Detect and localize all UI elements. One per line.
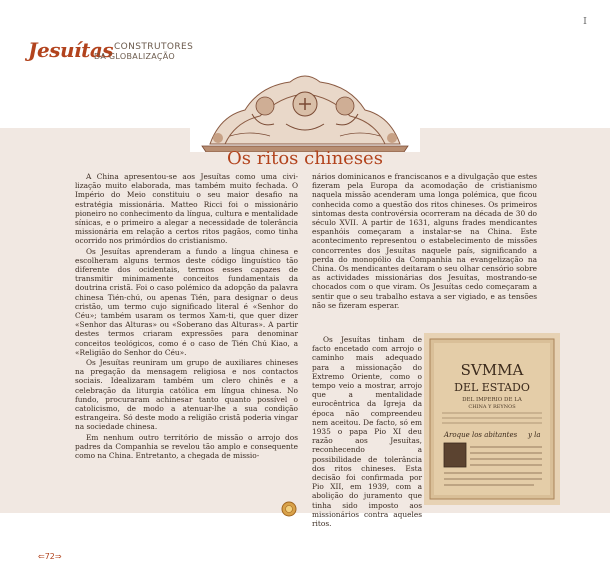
body-column-left xyxy=(75,172,298,461)
photo-text: DEL IMPERIO DE LA xyxy=(462,397,522,403)
photo-text: CHINA Y REYNOS xyxy=(468,404,516,410)
page-number-ornament-left: ⇐ xyxy=(38,552,45,561)
paragraph: Os Jesuítas reuniram um grupo de auxiliares chineses na pregação da mensagem religiosa e nos contactos sociais. Idealizaram também um clero chinês e a celebração da liturgia católica em língua chinesa. No fundo, procuraram achinesar tanto quanto possível o catolicismo, de modo a atenuar-lhe a sua condição estrangeira. Só deste modo a religião cristã poderia vingar na sociedade chinesa. xyxy=(75,358,298,432)
page-number-value: 72 xyxy=(44,552,55,561)
paragraph: A China apresentou-se aos Jesuítas como uma civi-lização muito elaborada, mas também muito fechada. O Império do Meio constituiu o seu maior desafio na estratégia missionária. Matteo Ricci foi o missionário pioneiro no conhecimento da língua, cultura e mentalidade sínicas, e o primeiro a alegar a necessidade de tolerância missionária em relação a certos ritos pagãos, como tinha ocorrido nos primórdios do cristianismo. xyxy=(75,172,298,246)
photo-text: Aroque los abitantes xyxy=(444,431,518,439)
article-title: Os ritos chineses xyxy=(227,148,383,169)
photo-text: SVMMA xyxy=(460,361,524,379)
page-number-ornament-right: ⇒ xyxy=(54,552,62,561)
brand-title: Jesuítas xyxy=(28,38,114,62)
decorative-medallion-icon xyxy=(281,501,297,517)
page-number xyxy=(38,552,62,561)
book-title-page-photo xyxy=(424,333,560,505)
brand-subtitle-line2: DA GLOBALIZAÇÃO xyxy=(94,52,176,61)
body-column-right xyxy=(312,172,537,311)
ornamental-cartouche-illustration xyxy=(190,66,420,152)
brand-subtitle-line1: CONSTRUTORES xyxy=(114,42,194,52)
paragraph: nários dominicanos e franciscanos e a divulgação que estes fizeram pela Europa da acomodação de cristianismo naquela missão acenderam uma longa polémica, que ficou conhecida como a questão dos ritos chineses. Os primeiros sintomas desta controvérsia ocorreram na década de 30 do século XVII. A partir de 1631, alguns frades mendicantes espanhóis começaram a instalar-se na China. Este acontecimento representou o estabelecimento de missões concorrentes dos Jesuítas naquele país, significando a perda do monopólio da Companhia na evangelização na China. Os mendicantes deitaram o seu olhar censório sobre as actividades missionárias dos Jesuítas, mostrando-se chocados com o que viram. Os Jesuítas cedo começaram a sentir que o seu trabalho estava a ser vigiado, e as tensões não se fizeram esperar. xyxy=(312,172,537,310)
paragraph: Os Jesuítas aprenderam a fundo a língua chinesa e escolheram alguns termos deste código linguístico tão diferente dos ocidentais, termos esses capazes de transmitir minimamente conceitos fundamentais da doutrina cristã. Foi o caso polémico da adopção da palavra chinesa Tién-chú, ou apenas Tién, para designar o deus cristão, um termo cujo significado literal é «Senhor do Céu»; também usaram os termos Xam-ti, que quer dizer «Senhor das Alturas» ou «Soberano das Alturas». A partir destes termos criaram expressões para denominar conceitos teológicos, como é o caso de Tién Chú Kiao, a «Religião do Senhor do Céu». xyxy=(75,246,298,357)
photo-text: y la xyxy=(528,431,541,439)
text-cursor-icon xyxy=(583,17,587,24)
photo-text: DEL ESTADO xyxy=(454,381,530,394)
body-column-right-narrow xyxy=(312,335,422,529)
paragraph: Os Jesuítas tinham de facto encetado com arrojo o caminho mais adequado para a missionação do Extremo Oriente, como o tempo veio a mostrar, arrojo que a mentalidade eurocêntrica da Igreja da época não compreendeu nem aceitou. De facto, só em 1935 o papa Pio XI deu razão aos Jesuítas, reconhecendo a possibilidade de tolerância dos ritos chineses. Esta decisão foi confirmada por Pio XII, em 1939, com a abolição do juramento que tinha sido imposto aos missionários contra aqueles ritos. xyxy=(312,335,422,529)
paragraph: Em nenhum outro território de missão o arrojo dos padres da Companhia se revelou tão amplo e consequente como na China. Entretanto, a chegada de missio- xyxy=(75,432,298,461)
